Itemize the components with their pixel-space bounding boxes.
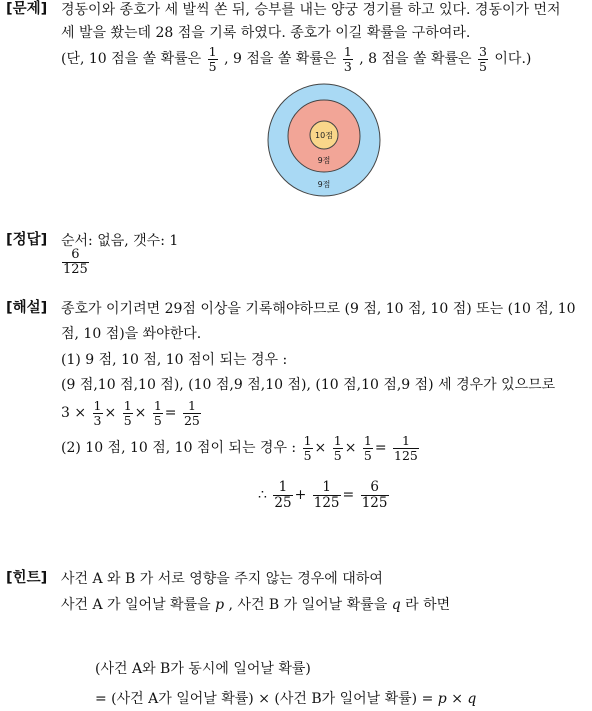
solution-tag: [해설]	[6, 300, 48, 316]
answer-tag: [정답]	[6, 232, 48, 248]
problem-line-3-b: , 9 점을 쏠 확률은	[224, 51, 337, 67]
problem-line-3-d: 이다.)	[494, 51, 532, 67]
solution-line-4: (9 점,10 점,10 점), (10 점,9 점,10 점), (10 점,10 점,9 점) 세 경우가 있으므로	[61, 377, 556, 393]
target-label-9-middle: 9점	[317, 156, 331, 165]
hint-line-3: (사건 A와 B가 동시에 일어날 확률)	[95, 661, 311, 677]
solution-line-3: (1) 9 점, 10 점, 10 점이 되는 경우 :	[61, 352, 288, 368]
archery-target	[266, 82, 382, 198]
problem-line-3-a: (단, 10 점을 쏠 확률은	[61, 51, 202, 67]
target-label-10: 10점	[315, 131, 333, 140]
solution-conclusion: ∴ $\frac{1}{25}$ + $\frac{1}{125}$ = $\frac{6}{125}$	[258, 479, 388, 511]
problem-line-3-c: , 8 점을 쏠 확률은	[359, 51, 472, 67]
solution-line-6: (2) 10 점, 10 점, 10 점이 되는 경우 : $\frac{1}{5}$ × $\frac{1}{5}$ × $\frac{1}{5}$ = $\frac{1}{125}$	[61, 433, 418, 463]
problem-tag: [문제]	[6, 1, 48, 17]
solution-line-1: 종호가 이기려면 29점 이상을 기록해야하므로 (9 점, 10 점, 10 점) 또는 (10 점, 10	[61, 301, 576, 317]
problem-line-3	[61, 40, 531, 78]
hint-line-1: 사건 A 와 B 가 서로 영향을 주지 않는 경우에 대하여	[61, 571, 383, 587]
answer-fraction: $\frac{6}{125}$	[63, 247, 88, 277]
solution-line-2: 점, 10 점)을 쏴야한다.	[61, 326, 202, 342]
fraction: $\frac{1}{3}$	[343, 44, 352, 74]
solution-line-5: 3 × $\frac{1}{3}$ × $\frac{1}{5}$ × $\frac{1}{5}$ = $\frac{1}{25}$	[61, 398, 200, 428]
target-label-9-outer: 9점	[317, 180, 331, 189]
problem-line-2: 세 발을 쐈는데 28 점을 기록 하였다. 종호가 이길 확률을 구하여라.	[61, 25, 471, 41]
problem-line-1: 경동이와 종호가 세 발씩 쏜 뒤, 승부를 내는 양궁 경기를 하고 있다. 경동이가 먼저	[61, 2, 561, 18]
hint-line-2: 사건 A 가 일어날 확률을 p , 사건 B 가 일어날 확률을 q 라 하면	[61, 597, 451, 613]
hint-line-4: = (사건 A가 일어날 확률) × (사건 B가 일어날 확률) = p × q	[95, 691, 477, 707]
fraction: $\frac{1}{5}$	[208, 44, 217, 74]
fraction: $\frac{3}{5}$	[479, 44, 487, 74]
hint-tag: [힌트]	[6, 570, 48, 586]
answer-text: 순서: 없음, 갯수: 1	[61, 233, 179, 249]
